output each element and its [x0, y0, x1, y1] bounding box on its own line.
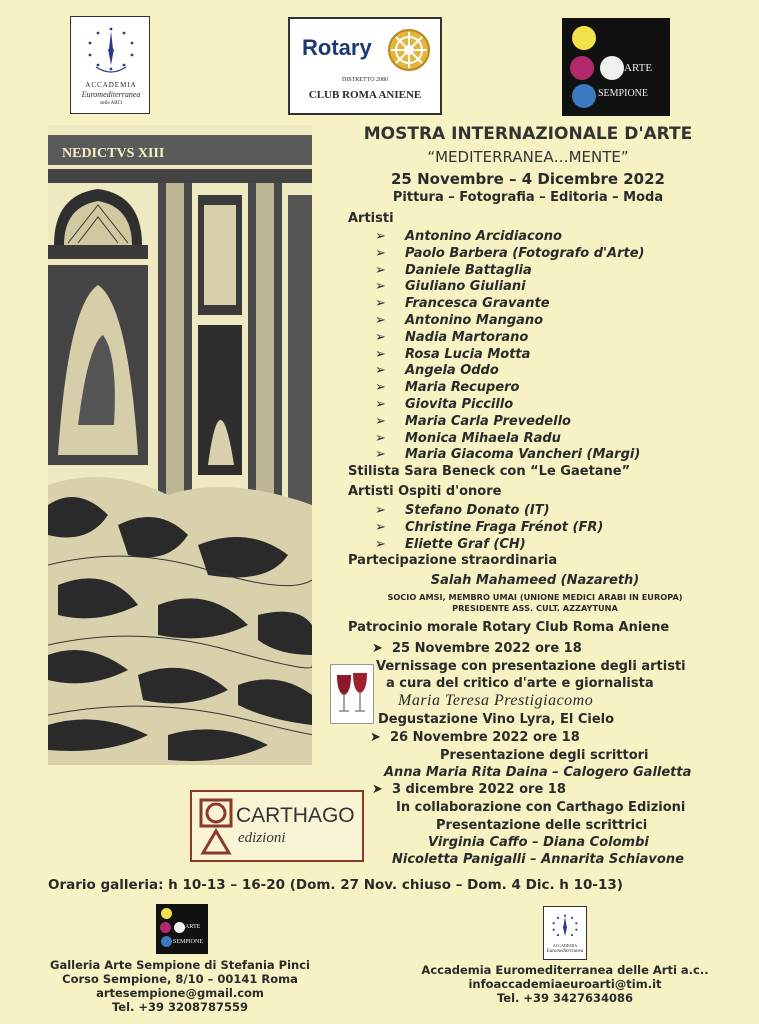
artist-name: Daniele Battaglia: [405, 262, 532, 278]
artist-name: Maria Giacoma Vancheri: [405, 447, 582, 463]
arrow-bullet-icon: ➢: [375, 313, 386, 328]
arte-sempione-logo: [562, 18, 670, 116]
artist-name: Monica Mihaela Radu: [405, 430, 561, 446]
event3-line2: Presentazione delle scrittrici: [436, 818, 648, 833]
footer-accademia-line2: Euromediterranea: [546, 949, 584, 954]
rotary-name: Rotary: [302, 35, 372, 60]
carthago-logo: [190, 790, 364, 862]
artist-item: [375, 245, 644, 262]
event3-line1: In collaborazione con Carthago Edizioni: [396, 800, 686, 815]
artist-item: [375, 446, 640, 463]
event2-date: [370, 730, 580, 745]
event2-line1: Presentazione degli scrittori: [440, 748, 649, 763]
footer-magenta-dot: [160, 922, 171, 933]
event3-date-text: 3 dicembre 2022 ore 18: [391, 782, 566, 797]
event3-date: [372, 782, 566, 797]
arrow-bullet-icon: ➢: [375, 262, 386, 278]
guest-item: [375, 536, 526, 553]
event3-authors2: Nicoletta Panigalli – Annarita Schiavone: [392, 852, 684, 867]
artist-name: Nadia Martorano: [405, 329, 529, 345]
accademia-email[interactable]: infoaccademiaeuroarti@tim.it: [468, 977, 662, 991]
exhibition-title: MOSTRA INTERNAZIONALE D'ARTE: [363, 124, 693, 144]
artist-item: [375, 329, 528, 346]
arrow-bullet-icon: ➢: [375, 380, 386, 396]
accademia-line3: delle ARTI: [99, 101, 123, 106]
footer-sempione-label: SEMPIONE: [173, 939, 204, 945]
arrow-bullet-icon: ➢: [375, 503, 386, 518]
arrow-bullet-icon: ➢: [375, 447, 386, 463]
event1-tasting: Degustazione Vino Lyra, El Cielo: [378, 712, 615, 727]
artist-name: Paolo Barbera: [405, 245, 508, 261]
artist-name: Maria Carla Prevedello: [405, 413, 571, 429]
event2-arrow: ➤: [370, 730, 390, 745]
artists-heading: Artisti: [348, 211, 394, 226]
artist-name: Antonino Mangano: [405, 313, 544, 328]
artist-item: [375, 312, 543, 329]
gallery-name: Galleria Arte Sempione di Stefania Pinci: [50, 958, 310, 972]
artist-name: Angela Oddo: [405, 363, 499, 379]
footer-yellow-dot: [161, 908, 172, 919]
artist-item: [375, 295, 550, 312]
artist-name: Giovita Piccillo: [405, 397, 514, 412]
gallery-phone: Tel. +39 3208787559: [111, 1000, 249, 1014]
event1-line1: Vernissage con presentazione degli artisti: [376, 659, 686, 674]
rotary-club: CLUB ROMA ANIENE: [308, 89, 422, 101]
event1-line2: a cura del critico d'arte e giornalista: [386, 676, 654, 691]
gallery-email[interactable]: artesempione@gmail.com: [96, 986, 264, 1000]
magenta-dot: [570, 56, 594, 80]
arrow-bullet-icon: ➢: [375, 346, 386, 362]
blue-dot: [572, 84, 596, 108]
svg-text:NEDICTVS XIII: NEDICTVS XIII: [62, 146, 165, 161]
event2-date-text: 26 Novembre 2022 ore 18: [389, 730, 580, 745]
carthago-emblem: [198, 797, 238, 857]
artist-name: Francesca Gravante: [405, 296, 550, 312]
guest-item: [375, 519, 603, 536]
stylist-line: Stilista Sara Beneck con “Le Gaetane”: [348, 464, 631, 479]
arrow-bullet-icon: ➢: [375, 279, 386, 295]
footer-white-dot: [174, 922, 185, 933]
footer-arte-sempione-logo: [156, 904, 208, 954]
accademia-emblem: [72, 21, 150, 79]
arrow-bullet-icon: ➢: [375, 229, 386, 244]
guests-heading: Artisti Ospiti d'onore: [348, 484, 502, 499]
footer-accademia-line1: ACCADEMIA: [552, 943, 578, 948]
wine-glasses-image: [330, 664, 374, 724]
event1-date: [372, 641, 582, 656]
rotary-logo: [288, 17, 442, 115]
artist-item: [375, 262, 532, 279]
artist-item: [375, 346, 530, 363]
arrow-bullet-icon: ➢: [375, 537, 386, 552]
artist-item: [375, 278, 526, 295]
arrow-bullet-icon: ➢: [375, 296, 386, 312]
arrow-bullet-icon: ➢: [375, 413, 386, 429]
accademia-line2: Euromediterranea: [81, 90, 141, 99]
accademia-name: Accademia Euromediterranea delle Arti a.c..: [421, 963, 709, 977]
patronage-line: Patrocinio morale Rotary Club Roma Aniene: [348, 620, 670, 635]
arrow-bullet-icon: ➢: [375, 397, 386, 412]
gallery-address: Corso Sempione, 8/10 – 00141 Roma: [62, 972, 298, 986]
footer-blue-dot: [161, 936, 172, 947]
event1-critic: Maria Teresa Prestigiacomo: [398, 692, 594, 709]
special-heading: Partecipazione straordinaria: [348, 553, 558, 568]
event1-date-text: 25 Novembre 2022 ore 18: [391, 641, 582, 656]
special-guest-role-2: PRESIDENTE ASS. CULT. AZZAYTUNA: [452, 603, 618, 613]
gallery-hours: Orario galleria: h 10-13 – 16-20 (Dom. 27 Nov. chiuso – Dom. 4 Dic. h 10-13): [48, 877, 623, 893]
artist-name: Giuliano Giuliani: [405, 279, 526, 295]
arrow-bullet-icon: ➢: [375, 520, 386, 535]
accademia-line1: ACCADEMIA: [85, 81, 137, 89]
footer-accademia-emblem: [544, 910, 586, 944]
exhibition-dates: 25 Novembre – 4 Dicembre 2022: [390, 170, 665, 188]
artist-item: [375, 228, 562, 245]
trevi-fountain-illustration: [48, 125, 312, 765]
white-dot: [600, 56, 624, 80]
artist-item: [375, 379, 519, 396]
carthago-sub: edizioni: [238, 830, 286, 846]
guest-name: Stefano Donato (IT): [405, 503, 550, 518]
carthago-name: CARTHAGO: [236, 804, 355, 827]
guest-name: Eliette Graf (CH): [405, 537, 526, 552]
event2-authors: Anna Maria Rita Daina – Calogero Galletta: [384, 765, 692, 780]
accademia-phone: Tel. +39 3427634086: [496, 991, 634, 1005]
exhibition-categories: Pittura – Fotografia – Editoria – Moda: [392, 190, 664, 205]
arte-label: ARTE: [624, 62, 653, 74]
special-guest-role-1: SOCIO AMSI, MEMBRO UMAI (UNIONE MEDICI ARABI IN EUROPA): [387, 592, 683, 602]
artist-item: [375, 430, 561, 447]
arrow-bullet-icon: ➢: [375, 245, 386, 261]
event3-authors1: Virginia Caffo – Diana Colombi: [428, 835, 649, 850]
artist-note: (Fotografo d'Arte): [512, 245, 645, 261]
artist-name: Maria Recupero: [405, 380, 520, 396]
footer-accademia-logo: [543, 906, 587, 960]
sempione-label: SEMPIONE: [598, 88, 649, 99]
footer-arte-label: ARTE: [185, 924, 201, 930]
artist-note: (Margi): [586, 447, 641, 463]
special-guest-name: Salah Mahameed (Nazareth): [430, 573, 640, 588]
artist-item: [375, 362, 499, 379]
guest-name: Christine Fraga Frénot (FR): [405, 520, 604, 535]
accademia-logo: [70, 16, 150, 114]
arrow-bullet-icon: ➢: [375, 329, 386, 345]
arrow-bullet-icon: ➢: [375, 430, 386, 446]
event1-arrow: ➤: [372, 641, 392, 656]
rotary-district: DISTRETTO 2080: [341, 77, 389, 83]
yellow-dot: [572, 26, 596, 50]
event3-arrow: ➤: [372, 782, 392, 797]
arrow-bullet-icon: ➢: [375, 363, 386, 379]
rotary-wheel-icon: [386, 27, 432, 73]
artist-item: [375, 396, 513, 413]
artist-name: Rosa Lucia Motta: [405, 346, 531, 362]
artist-name: Antonino Arcidiacono: [405, 229, 562, 244]
guest-item: [375, 502, 550, 519]
artist-item: [375, 413, 571, 430]
exhibition-subtitle: “MEDITERRANEA…MENTE”: [427, 148, 629, 166]
